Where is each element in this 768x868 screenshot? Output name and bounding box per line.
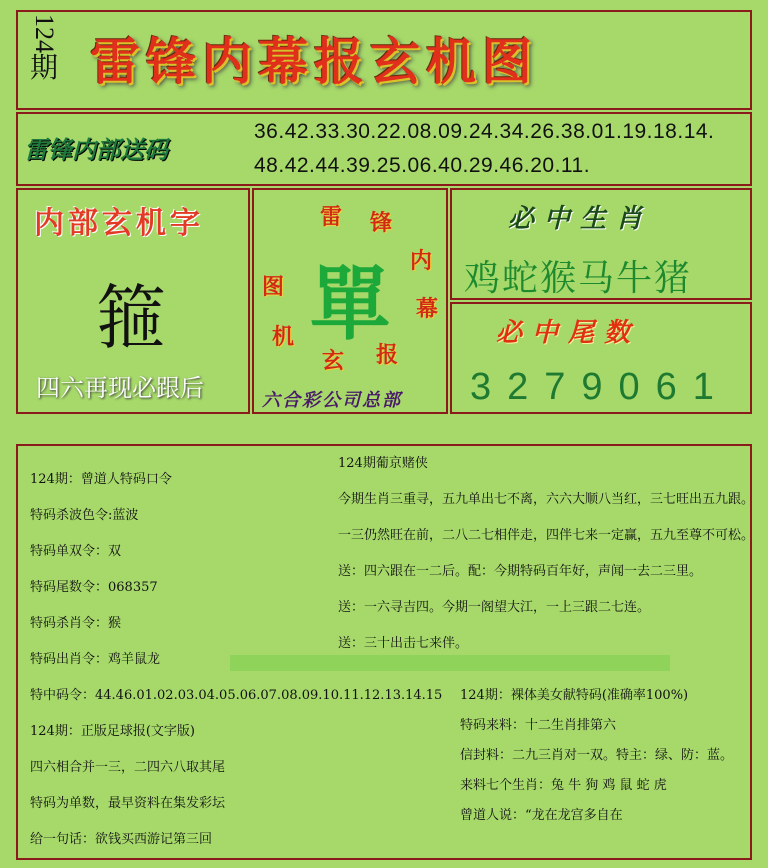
codes-label: 雷锋内部送码 (24, 135, 168, 164)
bottom-right-line-2: 特码来料：十二生肖排第六 (460, 718, 617, 733)
left-line-4: 特码尾数令：068357 (30, 580, 158, 595)
page-title: 雷锋内幕报玄机图 (90, 32, 538, 91)
codes-line-2: 48.42.44.39.25.06.40.29.46.20.11. (254, 154, 591, 177)
ring-char-7: 机 (272, 324, 295, 350)
codes-line-1: 36.42.33.30.22.08.09.24.34.26.38.01.19.18.14. (254, 120, 715, 143)
ring-char-1: 雷 (320, 204, 343, 230)
tail-title: 必中尾数 (496, 318, 641, 348)
ring-char-4: 幕 (416, 296, 439, 322)
ring-char-3: 内 (410, 248, 433, 274)
right-line-2: 今期生肖三重寻，五九单出七不离，六六大顺八当红，三七旺出五九跟。 (338, 492, 755, 507)
ring-char-5: 报 (376, 342, 399, 368)
bottom-left-line-3: 四六相合并一三，二四六八取其尾 (30, 760, 226, 775)
mystery-label: 内部玄机字 (34, 206, 204, 241)
ring-char-6: 玄 (322, 348, 345, 374)
ring-char-2: 锋 (370, 210, 393, 236)
zodiac-animals: 鸡蛇猴马牛猪 (464, 258, 693, 299)
issue-unit: 期 (29, 53, 58, 84)
zodiac-title: 必中生肖 (508, 204, 653, 234)
left-line-2: 特码杀波色令:蓝波 (30, 508, 139, 523)
mystery-character: 箍 (96, 277, 166, 359)
bottom-left-line-2: 124期：正版足球报(文字版) (30, 724, 195, 739)
mystery-caption: 四六再现必跟后 (36, 374, 204, 402)
left-line-3: 特码单双令：双 (30, 544, 122, 559)
right-line-4: 送：四六跟在一二后。配：今期特码百年好，声闻一去二三里。 (338, 564, 703, 579)
bottom-left-line-5: 给一句话：欲钱买西游记第三回 (30, 832, 213, 847)
right-line-3: 一三仍然旺在前，二八二七相伴走，四伴七来一定赢，五九至尊不可松。 (338, 528, 755, 543)
divider-bar (230, 655, 670, 671)
left-line-6: 特码出肖令：鸡羊鼠龙 (30, 652, 161, 667)
right-line-6: 送：三十出击七来伴。 (338, 636, 469, 651)
ring-char-8: 图 (262, 274, 285, 300)
bottom-left-line-4: 特码为单数，最早资料在集发彩坛 (30, 796, 226, 811)
left-line-1: 124期：曾道人特码口令 (30, 472, 172, 487)
bottom-right-line-3: 信封料：二九三肖对一双。特主：绿、防：蓝。 (460, 748, 734, 763)
bottom-left-line-1: 特中码令：44.46.01.02.03.04.05.06.07.08.09.10.11.12.13.14.15 (30, 688, 443, 703)
company-label: 六合彩公司总部 (262, 390, 402, 411)
left-line-5: 特码杀肖令：猴 (30, 616, 122, 631)
right-line-1: 124期葡京赌侠 (338, 456, 428, 471)
bottom-right-line-1: 124期：裸体美女献特码(准确率100%) (460, 688, 689, 703)
issue-label (22, 14, 66, 83)
right-line-5: 送：一六寻吉四。今期一阁望大江，一上三跟二七连。 (338, 600, 651, 615)
bottom-right-line-5: 曾道人说：“龙在龙宫多自在 (460, 808, 623, 823)
center-character: 單 (310, 257, 390, 351)
tail-digits: 3279061 (470, 366, 730, 408)
bottom-right-line-4: 来料七个生肖：兔 牛 狗 鸡 鼠 蛇 虎 (460, 778, 667, 793)
issue-number: 124 (30, 14, 59, 53)
